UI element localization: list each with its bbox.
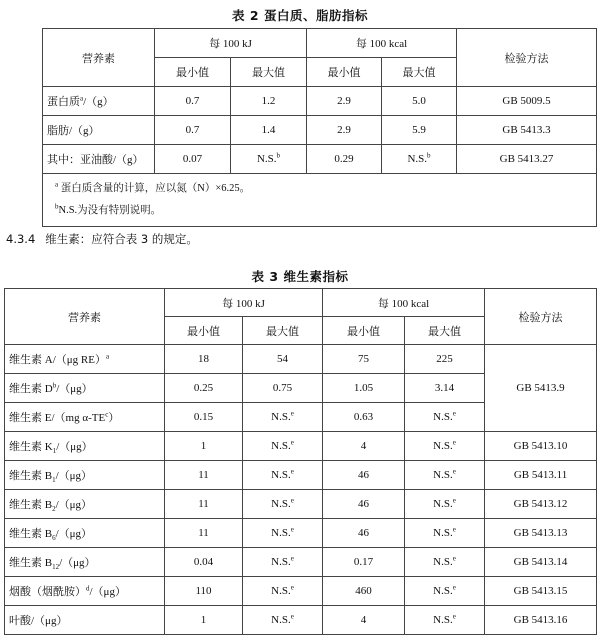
nutrient-name: 脂肪/（g）: [43, 116, 155, 145]
test-method: GB 5413.9: [485, 345, 597, 432]
table-row: [5, 490, 597, 519]
kj-min: 0.04: [165, 548, 243, 577]
table-row: [5, 432, 597, 461]
nutrient-name: 维生素 $B_6/(\mu g)$: [5, 519, 165, 548]
table-row: [5, 461, 597, 490]
nutrient-name: 叶酸/（μg）: [5, 606, 165, 635]
table-row: [5, 519, 597, 548]
test-method: GB 5413.12: [485, 490, 597, 519]
nutrient-name: 蛋白质$^a$/（g）: [43, 87, 155, 116]
kcal-max: 5.0: [382, 87, 457, 116]
table-row: [43, 87, 597, 116]
table-2-caption: 表 2 蛋白质、脂肪指标: [232, 8, 368, 23]
table-row: [5, 548, 597, 577]
kj-min: 11: [165, 490, 243, 519]
header-kj-min: 最小值: [165, 317, 243, 345]
clause-number: 4.3.4: [6, 232, 36, 246]
kcal-max: N.S.$^e$: [405, 606, 485, 635]
test-method: GB 5413.11: [485, 461, 597, 490]
nutrient-name: 维生素 $B_2/(\mu g)$: [5, 490, 165, 519]
test-method: GB 5413.3: [457, 116, 597, 145]
nutrient-name: 维生素 E/（mg $\alpha-TE^c$）: [5, 403, 165, 432]
kj-max: N.S.$^e$: [243, 606, 323, 635]
kcal-max: N.S.$^e$: [405, 577, 485, 606]
kcal-min: 46: [323, 490, 405, 519]
header-kj-max: 最大值: [231, 58, 307, 87]
kj-max: 0.75: [243, 374, 323, 403]
kj-min: 0.15: [165, 403, 243, 432]
kcal-max: N.S.$^e$: [405, 490, 485, 519]
clause-4-3-4: [6, 231, 198, 247]
test-method: GB 5413.14: [485, 548, 597, 577]
kcal-min: 2.9: [307, 87, 382, 116]
kcal-min: 46: [323, 519, 405, 548]
table-row: [5, 345, 597, 374]
kcal-min: 4: [323, 432, 405, 461]
footnote-b: $^b$N.S.为没有特别说明。: [55, 202, 162, 216]
kj-max: 1.4: [231, 116, 307, 145]
header-kj-max: 最大值: [243, 317, 323, 345]
nutrient-name: 烟酸（烟酰胺）$^d$/（μg）: [5, 577, 165, 606]
table-row: [5, 606, 597, 635]
header-nutrient: 营养素: [5, 289, 165, 345]
table-3-caption: 表 3 维生素指标: [251, 269, 349, 284]
test-method: GB 5413.16: [485, 606, 597, 635]
kcal-max: 3.14: [405, 374, 485, 403]
nutrient-name: 维生素 $D^b/(\mu g)$: [5, 374, 165, 403]
kj-min: 1: [165, 432, 243, 461]
kj-min: 0.7: [155, 116, 231, 145]
kj-min: 0.7: [155, 87, 231, 116]
kj-max: N.S.$^e$: [243, 548, 323, 577]
kcal-min: 46: [323, 461, 405, 490]
kj-max: 1.2: [231, 87, 307, 116]
header-per-100kcal: 每 100 kcal: [323, 289, 485, 317]
kcal-min: 0.29: [307, 145, 382, 174]
kj-max: N.S.$^e$: [243, 519, 323, 548]
kj-max: N.S.$^e$: [243, 461, 323, 490]
header-kcal-min: 最小值: [307, 58, 382, 87]
header-per-100kcal: 每 100 kcal: [307, 29, 457, 58]
footnote-a: $^a$ 蛋白质含量的计算，应以氮（N）×6.25。: [55, 180, 251, 194]
kj-min: 110: [165, 577, 243, 606]
header-kcal-max: 最大值: [382, 58, 457, 87]
test-method: GB 5413.15: [485, 577, 597, 606]
kcal-max: 225: [405, 345, 485, 374]
table-notes: [43, 174, 597, 227]
kj-max: 54: [243, 345, 323, 374]
table-row: [43, 116, 597, 145]
kj-min: 11: [165, 519, 243, 548]
header-method: 检验方法: [485, 289, 597, 345]
test-method: GB 5413.10: [485, 432, 597, 461]
table-row: [43, 145, 597, 174]
test-method: GB 5413.13: [485, 519, 597, 548]
protein-fat-table: [42, 28, 597, 227]
test-method: GB 5009.5: [457, 87, 597, 116]
header-per-100kj: 每 100 kJ: [165, 289, 323, 317]
table-row: [5, 577, 597, 606]
header-nutrient: 营养素: [43, 29, 155, 87]
kj-max: N.S.$^e$: [243, 403, 323, 432]
kcal-min: 0.17: [323, 548, 405, 577]
kj-max: N.S.$^e$: [243, 432, 323, 461]
kcal-max: N.S.$^e$: [405, 461, 485, 490]
nutrient-name: 维生素 $B_{12}/(\mu g)$: [5, 548, 165, 577]
kj-max: N.S.$^b$: [231, 145, 307, 174]
kcal-min: 460: [323, 577, 405, 606]
kj-min: 0.25: [165, 374, 243, 403]
kcal-min: 75: [323, 345, 405, 374]
kcal-min: 2.9: [307, 116, 382, 145]
header-method: 检验方法: [457, 29, 597, 87]
kcal-max: N.S.$^e$: [405, 432, 485, 461]
kj-min: 18: [165, 345, 243, 374]
nutrient-name: 维生素 $K_1/(\mu g)$: [5, 432, 165, 461]
kj-min: 1: [165, 606, 243, 635]
kcal-max: N.S.$^e$: [405, 403, 485, 432]
nutrient-name: 维生素 $B_1/(\mu g)$: [5, 461, 165, 490]
kcal-max: 5.9: [382, 116, 457, 145]
nutrient-name: 其中：亚油酸/（g）: [43, 145, 155, 174]
kcal-max: N.S.$^e$: [405, 519, 485, 548]
kj-min: 0.07: [155, 145, 231, 174]
clause-text: 维生素：应符合表 3 的规定。: [45, 232, 198, 246]
kj-max: N.S.$^e$: [243, 577, 323, 606]
kcal-min: 4: [323, 606, 405, 635]
kcal-max: N.S.$^b$: [382, 145, 457, 174]
kcal-min: 0.63: [323, 403, 405, 432]
header-per-100kj: 每 100 kJ: [155, 29, 307, 58]
header-kj-min: 最小值: [155, 58, 231, 87]
kj-min: 11: [165, 461, 243, 490]
kj-max: N.S.$^e$: [243, 490, 323, 519]
header-kcal-min: 最小值: [323, 317, 405, 345]
kcal-max: N.S.$^e$: [405, 548, 485, 577]
test-method: GB 5413.27: [457, 145, 597, 174]
nutrient-name: 维生素 A/（μg RE）$^a$: [5, 345, 165, 374]
vitamin-table: [4, 288, 597, 635]
header-kcal-max: 最大值: [405, 317, 485, 345]
kcal-min: 1.05: [323, 374, 405, 403]
